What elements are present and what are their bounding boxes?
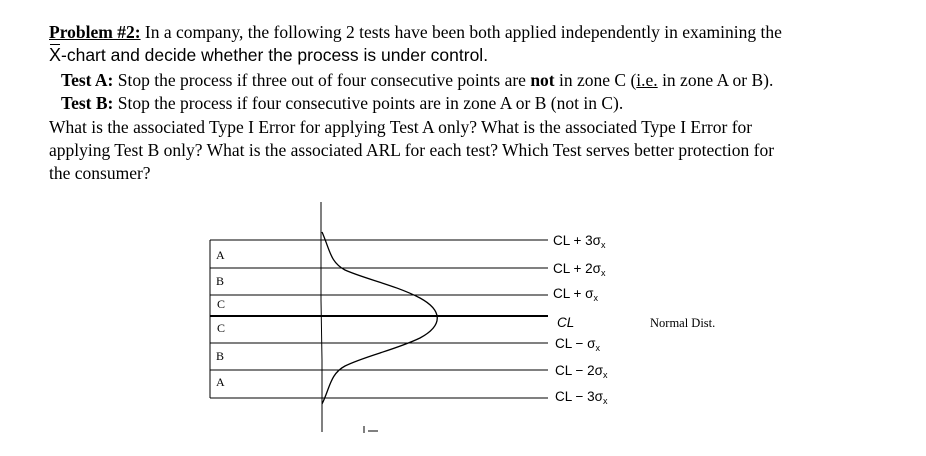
test-b-label: Test B: — [61, 93, 114, 113]
test-a-text-post: in zone A or B). — [657, 70, 774, 90]
test-b-text: Stop the process if four consecutive points are in zone A or B (not in C). — [113, 93, 624, 113]
question-text-1: What is the associated Type I Error for applying Test A only? What is the associated Type I Error for — [49, 117, 753, 137]
label-cl-minus3: CL − $3\sigma_x$ — [555, 389, 608, 406]
label-cl-minus2: CL − $2\sigma_x$ — [555, 363, 608, 380]
test-a-text-mid: in zone C ( — [554, 70, 637, 90]
normal-dist-label: Normal Dist. — [650, 316, 716, 330]
label-cl-plus1: CL + $\sigma_x$ — [553, 286, 598, 303]
zone-label-b-bottom: B — [216, 349, 225, 363]
label-cl-plus3: CL + $3\sigma_x$ — [553, 233, 606, 250]
label-cl: CL — [557, 315, 575, 330]
zone-label-c-top: C — [217, 297, 226, 311]
test-a-text-pre: Stop the process if three out of four consecutive points are — [113, 70, 531, 90]
zone-label-c-bottom: C — [217, 321, 226, 335]
x-bar-symbol: X — [49, 45, 62, 65]
label-cl-minus1: CL − $\sigma_x$ — [555, 336, 600, 353]
zone-label-a-bottom: A — [216, 375, 225, 389]
zone-label-a-top: A — [216, 248, 225, 262]
problem-intro-text: In a company, the following 2 tests have been both applied independently in examining the — [140, 22, 782, 42]
test-a-label: Test A: — [61, 70, 114, 90]
normal-curve — [322, 232, 437, 404]
test-a-ie: i.e. — [636, 70, 658, 90]
problem-heading: Problem #2: — [49, 22, 141, 42]
chart-description-text: -chart and decide whether the process is under control. — [61, 45, 489, 65]
question-text-2: applying Test B only? What is the associated ARL for each test? Which Test serves better protection for — [49, 140, 775, 160]
test-a-not: not — [530, 70, 555, 90]
label-cl-plus2: CL + $2\sigma_x$ — [553, 261, 606, 278]
zone-label-b-top: B — [216, 274, 225, 288]
question-text-3: the consumer? — [49, 163, 151, 183]
